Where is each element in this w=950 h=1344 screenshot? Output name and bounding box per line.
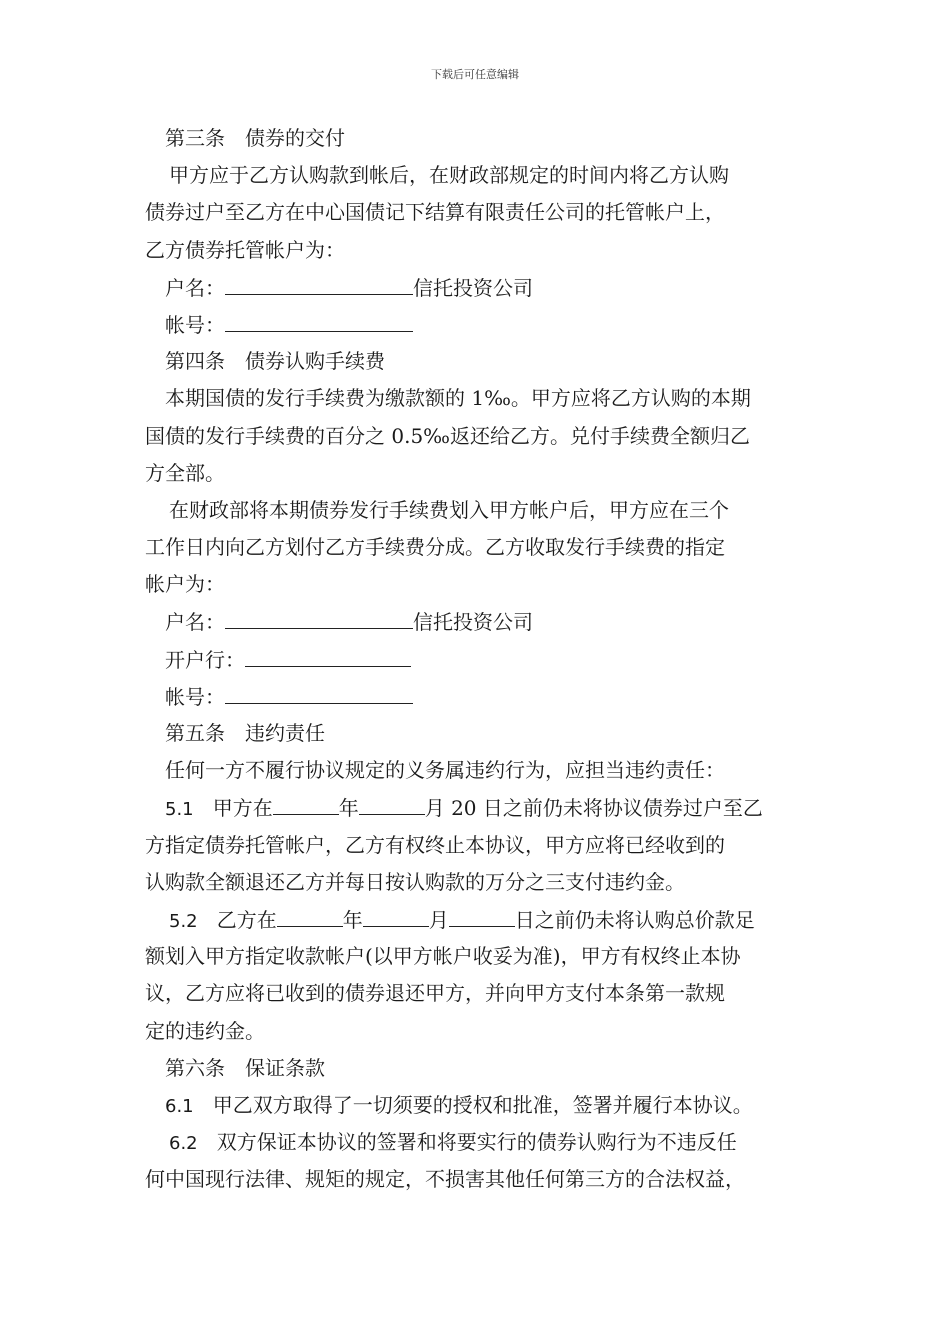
article-4-title: 第四条 债券认购手续费: [165, 349, 385, 374]
account-number-blank[interactable]: [225, 678, 413, 704]
clause-text: 甲方在: [212, 796, 273, 821]
article-3-body-line-3: 乙方债券托管帐户为：: [145, 237, 345, 262]
account-name-label: 户名：: [165, 275, 225, 300]
clause-number: 6.2: [169, 1133, 198, 1155]
account-number-label: 帐号：: [165, 312, 225, 337]
article-5-title: 第五条 违约责任: [165, 721, 325, 745]
clause-5-1-line-3: 认购款全额退还乙方并每日按认购款的万分之三支付违约金。: [145, 869, 685, 894]
clause-text: 乙方在: [216, 907, 277, 932]
fee-account-name-row: [145, 603, 810, 640]
clause-text: 日之前仍未将认购总价款足: [514, 907, 755, 932]
clause-5-1-line-2: 方指定债券托管帐户，乙方有权终止本协议，甲方应将已经收到的: [145, 832, 725, 857]
article-3-body-line-1: 甲方应于乙方认购款到帐后，在财政部规定的时间内将乙方认购: [169, 163, 729, 188]
year-blank[interactable]: [273, 789, 339, 815]
account-name-suffix: 信托投资公司: [413, 610, 533, 635]
account-name-blank[interactable]: [225, 269, 413, 295]
clause-5-1-line-1: [145, 789, 810, 826]
article-4-para1-line-2: 国债的发行手续费的百分之 0.5‰返还给乙方。兑付手续费全额归乙: [145, 423, 750, 448]
month-label: 月: [428, 907, 449, 932]
custody-account-number-row: [145, 306, 810, 343]
article-4-para1-line-1: 本期国债的发行手续费为缴款额的 1‰。甲方应将乙方认购的本期: [165, 386, 751, 411]
fee-account-number-row: [145, 678, 810, 715]
year-label: 年: [338, 796, 359, 821]
article-6-title: 第六条 保证条款: [165, 1055, 325, 1080]
bank-label: 开户行：: [165, 647, 245, 672]
year-label: 年: [342, 907, 363, 932]
clause-5-2-line-3: 议，乙方应将已收到的债券退还甲方，并向甲方支付本条第一款规: [145, 981, 725, 1006]
account-name-suffix: 信托投资公司: [413, 275, 533, 300]
month-blank[interactable]: [359, 789, 425, 815]
clause-text: 双方保证本协议的签署和将要实行的债券认购行为不违反任: [216, 1130, 737, 1155]
article-4-para2-line-3: 帐户为：: [145, 572, 225, 597]
article-4-para2-line-1: 在财政部将本期债券发行手续费划入甲方帐户后，甲方应在三个: [169, 497, 729, 522]
article-4-para2-line-2: 工作日内向乙方划付乙方手续费分成。乙方收取发行手续费的指定: [145, 535, 725, 560]
clause-number: 5.2: [169, 910, 198, 932]
year-blank[interactable]: [277, 901, 343, 927]
account-name-blank[interactable]: [225, 603, 413, 629]
clause-5-2-line-1: [145, 901, 810, 938]
article-4-para1-line-3: 方全部。: [145, 460, 225, 485]
article-3-body-line-2: 债券过户至乙方在中心国债记下结算有限责任公司的托管帐户上，: [145, 200, 725, 225]
clause-6-1: [145, 1087, 810, 1124]
clause-6-2-line-2: 何中国现行法律、规矩的规定，不损害其他任何第三方的合法权益，: [145, 1167, 745, 1192]
fee-bank-row: [145, 641, 810, 678]
account-number-blank[interactable]: [225, 306, 413, 332]
clause-text: 甲乙双方取得了一切须要的授权和批准，签署并履行本协议。: [212, 1092, 753, 1117]
article-3-title: 第三条 债券的交付: [165, 126, 345, 150]
account-name-label: 户名：: [165, 610, 225, 635]
month-blank[interactable]: [363, 901, 429, 927]
document-body: [145, 120, 810, 1198]
page-header: 下载后可任意编辑: [431, 68, 519, 81]
clause-6-2-line-1: [145, 1124, 810, 1161]
clause-number: 5.1: [165, 799, 194, 821]
account-number-label: 帐号：: [165, 684, 225, 709]
custody-account-name-row: [145, 269, 810, 306]
clause-5-2-line-4: 定的违约金。: [145, 1018, 265, 1043]
clause-number: 6.1: [165, 1095, 194, 1117]
bank-blank[interactable]: [245, 641, 411, 667]
article-5-intro: 任何一方不履行协议规定的义务属违约行为，应担当违约责任：: [165, 758, 725, 783]
clause-5-2-line-2: 额划入甲方指定收款帐户(以甲方帐户收妥为准)，甲方有权终止本协: [145, 944, 741, 969]
clause-text: 月 20 日之前仍未将协议债券过户至乙: [424, 796, 763, 821]
day-blank[interactable]: [449, 901, 515, 927]
